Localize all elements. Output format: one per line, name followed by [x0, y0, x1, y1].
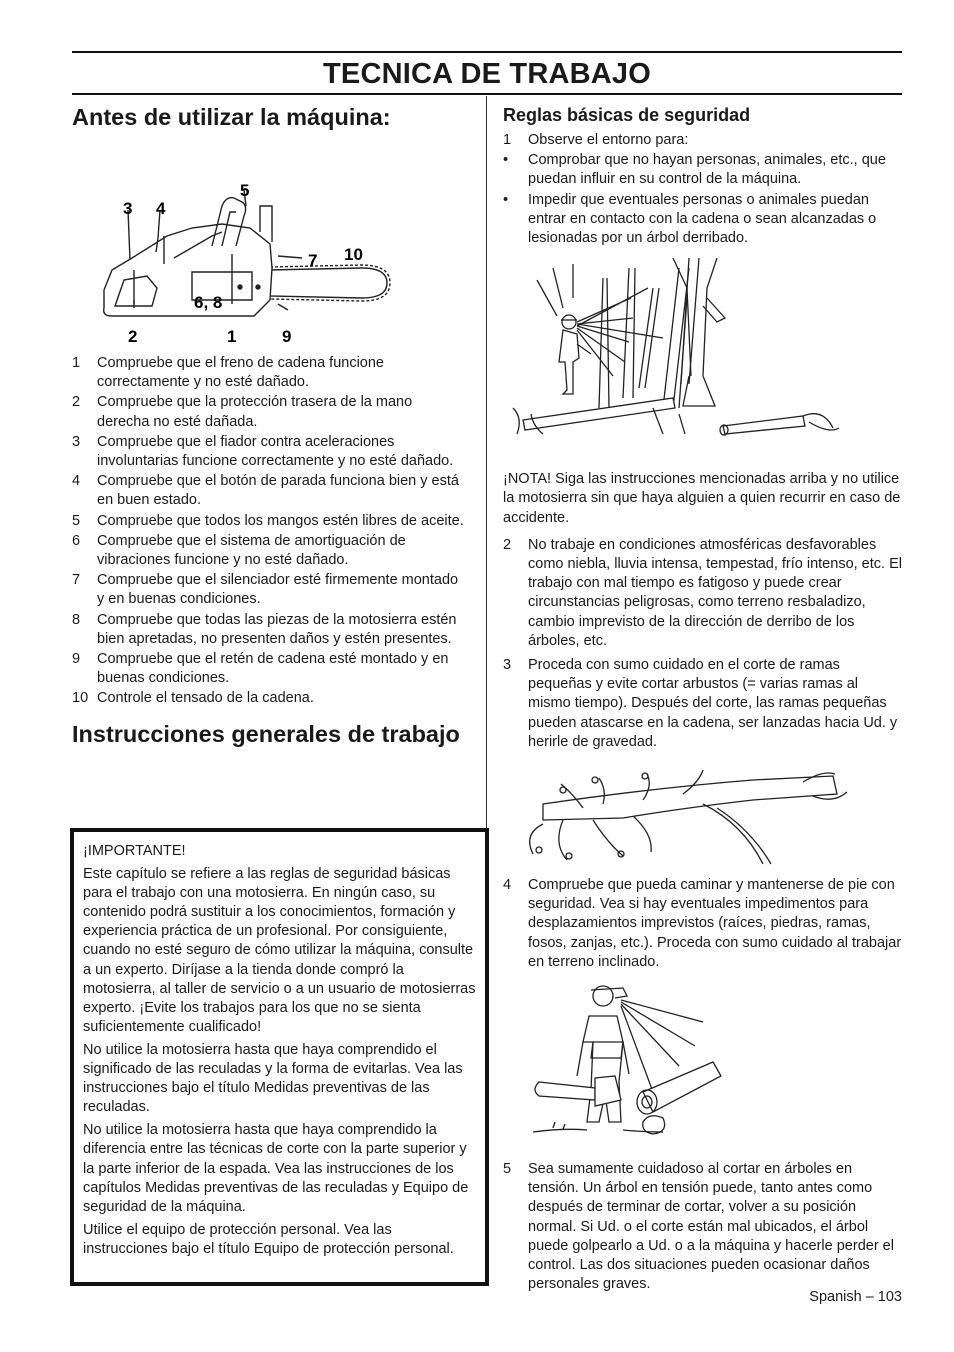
list-item: 4 Compruebe que pueda caminar y mantenerse de pie con seguridad. Vea si hay eventuales impedimentos para desplazamientos imprevistos (raíces, piedras, ramas, fosos, zanjas, etc.). Proceda con sumo cuidado al trabajar en terreno inclinado. — [503, 877, 902, 970]
label-6-8: 6, 8 — [194, 293, 223, 312]
label-3: 3 — [123, 199, 133, 218]
heading-before-use: Antes de utilizar la máquina: — [72, 104, 391, 130]
safety-list-1 — [503, 131, 903, 248]
footing-illustration — [503, 982, 903, 1146]
top-rule — [72, 51, 902, 53]
list-item: 2 No trabaje en condiciones atmosféricas desfavorables como niebla, lluvia intensa, tempestad, frío intenso, etc. El trabajo con mal tiempo es fatigoso y puede crear circunstancias peligrosas, como terreno resbaladizo, cambio imprevisto de la dirección de derribo de los árboles, etc. — [503, 536, 902, 649]
list-item: 8 Compruebe que todas las piezas de la motosierra estén bien apretadas, no presenten daños y estén presentes. — [72, 611, 457, 647]
label-9: 9 — [282, 327, 292, 344]
list-item: 9 Compruebe que el retén de cadena esté montado y en buenas condiciones. — [72, 651, 449, 687]
label-2: 2 — [128, 327, 138, 344]
label-7: 7 — [308, 251, 318, 270]
list-item: 10 Controle el tensado de la cadena. — [72, 690, 314, 707]
heading-general-instructions: Instrucciones generales de trabajo — [72, 720, 460, 747]
checklist — [72, 354, 468, 709]
left-column — [72, 96, 468, 749]
list-item: 7 Compruebe que el silenciador esté firmemente montado y en buenas condiciones. — [72, 572, 459, 608]
list-item: 3 Proceda con sumo cuidado en el corte de ramas pequeñas y evite cortar arbustos (= varias ramas al mismo tiempo). Después del corte, las ramas pequeñas pueden atascarse en la cadena, ser lanzadas hacia Ud. y herirle de gravedad. — [503, 657, 898, 750]
heading-safety-rules: Reglas básicas de seguridad — [503, 105, 751, 125]
bullet-item: • Comprobar que no hayan personas, animales, etc., que puedan influir en su control de la máquina. — [503, 152, 886, 188]
list-item: 6 Compruebe que el sistema de amortiguación de vibraciones funcione y no esté dañado. — [72, 532, 406, 569]
forest-felling-illustration — [503, 258, 903, 458]
branch-cutting-illustration — [503, 764, 903, 868]
important-paragraph: No utilice la motosierra hasta que haya comprendido el significado de las reculadas y la forma de evitarlas. Vea las instrucciones bajo el título Medidas preventivas de las reculadas. — [83, 1041, 463, 1116]
label-4: 4 — [156, 199, 166, 218]
safety-list-4 — [503, 1160, 903, 1294]
label-5: 5 — [240, 181, 250, 200]
page-title: TECNICA DE TRABAJO — [323, 58, 651, 90]
list-item: 1 Compruebe que el freno de cadena funcione correctamente y no esté dañado. — [72, 355, 384, 391]
list-item: 1 Observe el entorno para: — [503, 132, 689, 148]
list-item: 5 Sea sumamente cuidadoso al cortar en árboles en tensión. Un árbol en tensión puede, tanto antes como después de terminar de cortar, volver a su posición normal. Si Ud. o el corte están mal ubicados, el árbol puede golpearlo a Ud. o a la máquina y hacerle perder el control. Las dos situaciones pueden ocasionar daños personales graves. — [503, 1161, 894, 1293]
nota-paragraph: ¡NOTA! Siga las instrucciones mencionadas arriba y no utilice la motosierra sin que haya alguien a quien recurrir en caso de accidente. — [503, 471, 901, 526]
label-10: 10 — [344, 245, 363, 264]
safety-list-3 — [503, 876, 903, 972]
safety-list-2 — [503, 536, 903, 752]
important-notice-box — [70, 828, 489, 1286]
important-paragraph: No utilice la motosierra hasta que haya comprendido la diferencia entre las técnicas de corte con la parte superior y la parte inferior de la espada. Vea las instrucciones de los capítulos Medidas preventivas de las reculadas y Equipo de seguridad de la máquina. — [83, 1122, 469, 1215]
bullet-item: • Impedir que eventuales personas o animales puedan entrar en contacto con la cadena o sean alcanzadas o lesionadas por un árbol derribado. — [503, 191, 877, 247]
list-item: 3 Compruebe que el fiador contra aceleraciones involuntarias funcione correctamente y no esté dañado. — [72, 433, 454, 470]
right-column — [503, 96, 903, 1296]
list-item: 2 Compruebe que la protección trasera de la mano derecha no esté dañada. — [72, 394, 413, 430]
important-label: ¡IMPORTANTE! — [83, 843, 186, 859]
important-paragraph: Utilice el equipo de protección personal. Vea las instrucciones bajo el título Equipo de protección personal. — [83, 1221, 454, 1257]
important-paragraph: Este capítulo se refiere a las reglas de seguridad básicas para el trabajo con una motosierra. En ningún caso, su contenido podrá sustituir a los conocimientos, formación y experiencia práctica de un profesional. Por consiguiente, cuando no esté seguro de cómo utilizar la máquina, consulte a un experto. Diríjase a la tienda donde compró la motosierra, al taller de servicio o a un usuario de motosierras experto. ¡Evite los trabajos para los que no se sienta suficientemente cualificado! — [83, 866, 476, 1035]
title-bottom-rule — [72, 93, 902, 95]
page-number: Spanish – 103 — [809, 1289, 902, 1305]
list-item: 4 Compruebe que el botón de parada funciona bien y está en buen estado. — [72, 473, 459, 509]
chainsaw-diagram — [72, 140, 468, 344]
label-1: 1 — [227, 327, 237, 344]
list-item: 5 Compruebe que todos los mangos estén libres de aceite. — [72, 512, 464, 529]
